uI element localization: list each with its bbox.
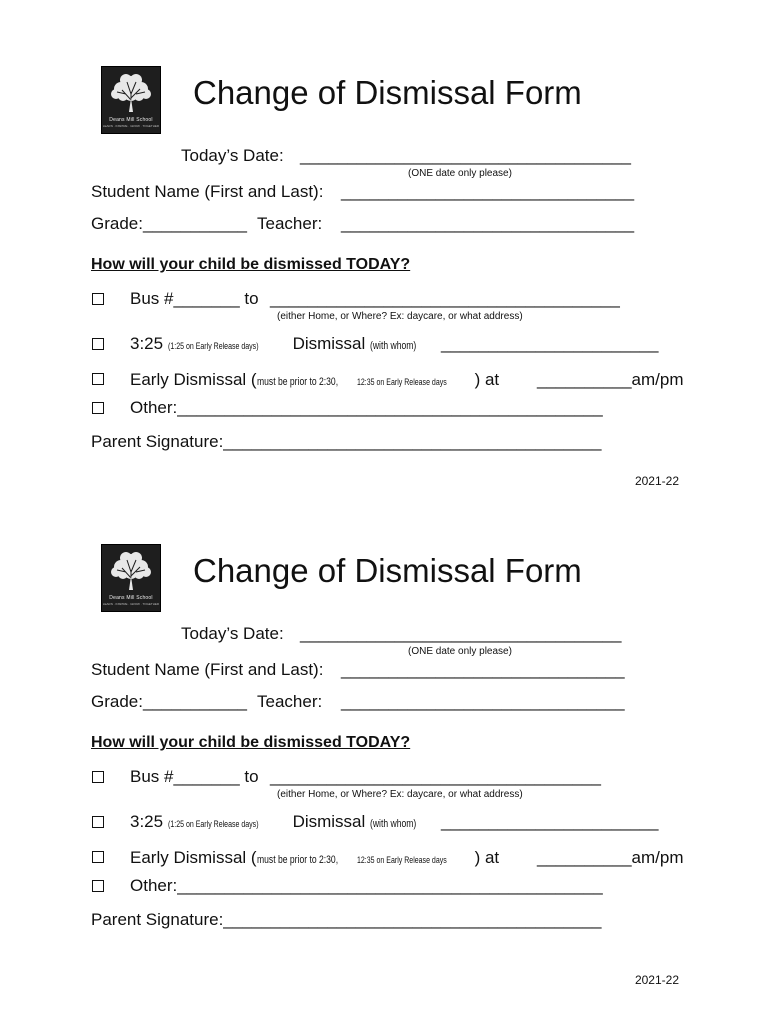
bus-label: Bus #_______ to bbox=[130, 289, 259, 308]
early-release-time-note: 12:35 on Early Release days bbox=[356, 855, 447, 865]
time-325-label: 3:25 bbox=[130, 812, 164, 831]
early-dismissal-checkbox[interactable] bbox=[92, 851, 104, 863]
dismissal-325-row bbox=[130, 812, 430, 832]
time-325-label: 3:25 bbox=[130, 334, 164, 353]
grade-field[interactable]: Grade:___________ bbox=[91, 692, 247, 711]
dismissal-question-heading: How will your child be dismissed TODAY? bbox=[91, 256, 411, 273]
dismissal-form-2 bbox=[0, 478, 770, 987]
dismissal-325-checkbox[interactable] bbox=[92, 816, 104, 828]
teacher-label: Teacher: bbox=[257, 214, 323, 233]
other-field[interactable]: Other:_____________________________________________ bbox=[130, 398, 603, 417]
bus-label: Bus #_______ to bbox=[130, 767, 259, 786]
early-release-note: (1:25 on Early Release days) bbox=[167, 819, 259, 829]
form-title: Change of Dismissal Form bbox=[193, 552, 582, 589]
early-release-time-note: 12:35 on Early Release days bbox=[356, 377, 447, 387]
student-name-label: Student Name (First and Last): bbox=[91, 660, 324, 679]
dismissal-with-whom-field[interactable]: _______________________ bbox=[441, 812, 659, 831]
other-field[interactable]: Other:_____________________________________________ bbox=[130, 876, 603, 895]
todays-date-label: Today’s Date: bbox=[181, 146, 284, 165]
todays-date-field[interactable]: __________________________________ bbox=[300, 624, 622, 643]
parent-signature-field[interactable]: Parent Signature:________________________________________ bbox=[91, 432, 602, 451]
with-whom-note: (with whom) bbox=[370, 818, 417, 830]
student-name-field[interactable]: ______________________________ bbox=[341, 660, 625, 679]
logo-tagline: LEARN · INSPIRE · GROW · TOGETHER bbox=[102, 602, 160, 606]
logo-tagline: LEARN · INSPIRE · GROW · TOGETHER bbox=[102, 124, 160, 128]
logo-school-name: Deans Mill School bbox=[109, 117, 153, 123]
school-logo bbox=[101, 66, 161, 134]
early-dismissal-checkbox[interactable] bbox=[92, 373, 104, 385]
school-logo bbox=[101, 544, 161, 612]
logo-school-name: Deans Mill School bbox=[109, 595, 153, 601]
dismissal-word: Dismissal bbox=[292, 334, 366, 353]
tree-icon bbox=[108, 72, 154, 116]
school-year: 2021-22 bbox=[634, 474, 679, 488]
dismissal-325-checkbox[interactable] bbox=[92, 338, 104, 350]
dismissal-with-whom-field[interactable]: _______________________ bbox=[441, 334, 659, 353]
bus-checkbox[interactable] bbox=[92, 771, 104, 783]
early-dismissal-row bbox=[130, 370, 499, 390]
todays-date-label: Today’s Date: bbox=[181, 624, 284, 643]
todays-date-field[interactable]: ___________________________________ bbox=[300, 146, 631, 165]
other-checkbox[interactable] bbox=[92, 880, 104, 892]
student-name-field[interactable]: _______________________________ bbox=[341, 182, 635, 201]
dismissal-form-1 bbox=[0, 0, 770, 500]
grade-field[interactable]: Grade:___________ bbox=[91, 214, 247, 233]
bus-note: (either Home, or Where? Ex: daycare, or what address) bbox=[277, 311, 523, 322]
teacher-field[interactable]: ______________________________ bbox=[341, 692, 625, 711]
early-dismissal-time-field[interactable]: __________am/pm bbox=[537, 848, 684, 867]
at-label: ) at bbox=[474, 370, 500, 389]
student-name-label: Student Name (First and Last): bbox=[91, 182, 324, 201]
date-note: (ONE date only please) bbox=[408, 168, 512, 179]
dismissal-question-heading: How will your child be dismissed TODAY? bbox=[91, 734, 411, 751]
with-whom-note: (with whom) bbox=[370, 340, 417, 352]
tree-icon bbox=[108, 550, 154, 594]
bus-destination-field[interactable]: ___________________________________ bbox=[270, 767, 601, 786]
early-dismissal-row bbox=[130, 848, 499, 868]
teacher-label: Teacher: bbox=[257, 692, 323, 711]
bus-destination-field[interactable]: _____________________________________ bbox=[270, 289, 620, 308]
prior-to-note: must be prior to 2:30, bbox=[256, 854, 338, 866]
at-label: ) at bbox=[474, 848, 500, 867]
form-title: Change of Dismissal Form bbox=[193, 74, 582, 111]
dismissal-325-row bbox=[130, 334, 430, 354]
early-dismissal-label: Early Dismissal ( bbox=[130, 848, 257, 867]
early-dismissal-label: Early Dismissal ( bbox=[130, 370, 257, 389]
early-dismissal-time-field[interactable]: __________am/pm bbox=[537, 370, 684, 389]
teacher-field[interactable]: _______________________________ bbox=[341, 214, 635, 233]
school-year: 2021-22 bbox=[634, 973, 679, 987]
parent-signature-field[interactable]: Parent Signature:________________________________________ bbox=[91, 910, 602, 929]
bus-checkbox[interactable] bbox=[92, 293, 104, 305]
prior-to-note: must be prior to 2:30, bbox=[256, 376, 338, 388]
date-note: (ONE date only please) bbox=[408, 646, 512, 657]
early-release-note: (1:25 on Early Release days) bbox=[167, 341, 259, 351]
dismissal-word: Dismissal bbox=[292, 812, 366, 831]
bus-note: (either Home, or Where? Ex: daycare, or what address) bbox=[277, 789, 523, 800]
other-checkbox[interactable] bbox=[92, 402, 104, 414]
